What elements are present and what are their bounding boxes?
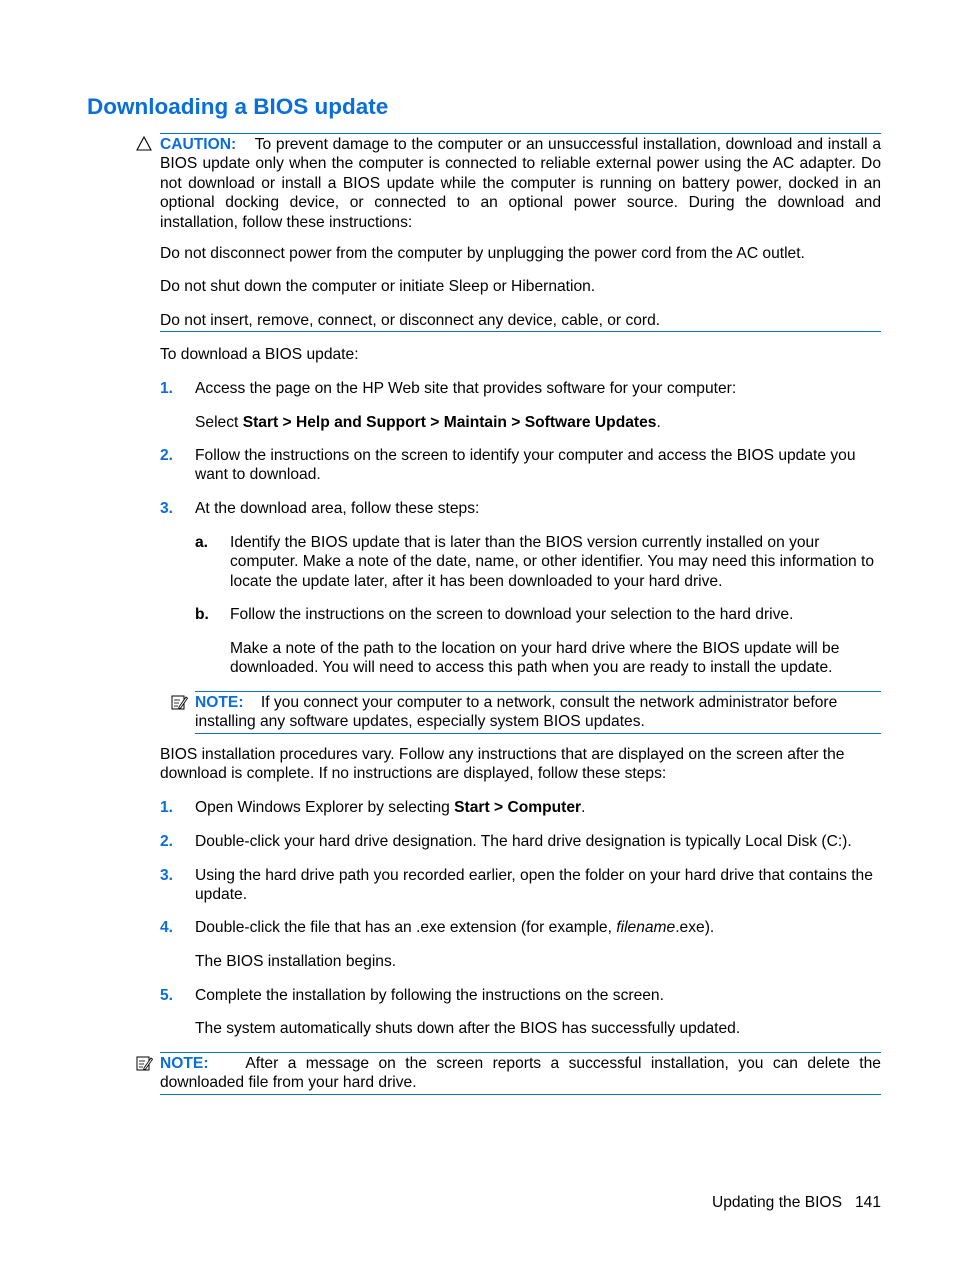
caution-triangle-icon xyxy=(136,136,152,151)
install-step4-number: 4. xyxy=(160,919,174,936)
note-icon xyxy=(136,1055,153,1072)
substep-a-text: Identify the BIOS update that is later than the BIOS version currently installed on your computer. Make a note of the date, name, or other identifier. You may need this information to locate the update later, after it has been downloaded to your hard drive. xyxy=(230,534,875,590)
step2-number: 2. xyxy=(160,447,174,464)
install-step3-number: 3. xyxy=(160,867,174,884)
select-path: Start > Help and Support > Maintain > Software Updates xyxy=(242,414,657,431)
page-title: Downloading a BIOS update xyxy=(87,94,389,119)
substep-b-letter: b. xyxy=(195,606,209,623)
install-step3-text: Using the hard drive path you recorded earlier, open the folder on your hard drive that contains the update. xyxy=(195,867,873,904)
step1-number: 1. xyxy=(160,380,174,397)
step3-number: 3. xyxy=(160,500,174,517)
install-step1-number: 1. xyxy=(160,799,174,816)
substep-a-letter: a. xyxy=(195,534,209,551)
substep-b-text: Follow the instructions on the screen to download your selection to the hard drive. xyxy=(230,606,794,623)
step3-text: At the download area, follow these steps: xyxy=(195,500,480,517)
install-step2-text: Double-click your hard drive designation. The hard drive designation is typically Local Disk (C:). xyxy=(195,833,852,850)
note2-text: NOTE: After a message on the screen reports a successful installation, you can delete the downloaded file from your hard drive. xyxy=(160,1055,881,1092)
caution-p3-wrap xyxy=(160,311,881,332)
note-icon xyxy=(171,694,188,711)
footer-section: Updating the BIOS xyxy=(711,1194,842,1211)
install-step4-text: Double-click the file that has an .exe extension (for example, filename.exe). xyxy=(195,919,715,936)
page-number: 141 xyxy=(854,1194,881,1211)
substep-b-note: Make a note of the path to the location on your hard drive where the BIOS update will be downloaded. You will need to access this path when you are ready to install the update. xyxy=(230,640,840,677)
caution-p1: Do not disconnect power from the computer by unplugging the power cord from the AC outlet. xyxy=(160,245,805,262)
install-step1-text: Open Windows Explorer by selecting Start > Computer. xyxy=(195,799,586,816)
install-step5-text: Complete the installation by following the instructions on the screen. xyxy=(195,987,664,1004)
caution-text: CAUTION: To prevent damage to the computer or an unsuccessful installation, download and install a BIOS update only when the computer is connected to reliable external power using the AC adapter. Do not download or install a BIOS update while the computer is running on battery power, docked in an optional docking device, or connected to an optional power source. During the download and installation, follow these instructions: xyxy=(160,136,881,231)
install-intro: BIOS installation procedures vary. Follow any instructions that are displayed on the screen after the download is complete. If no instructions are displayed, follow these steps: xyxy=(160,746,845,783)
caution-p3: Do not insert, remove, connect, or disconnect any device, cable, or cord. xyxy=(160,312,661,329)
caution-block xyxy=(160,133,881,232)
note1-label: NOTE: xyxy=(195,694,244,711)
install-step5-result: The system automatically shuts down after the BIOS has successfully updated. xyxy=(195,1020,741,1037)
install-step5-number: 5. xyxy=(160,987,174,1004)
intro-text: To download a BIOS update: xyxy=(160,346,359,363)
note2-label: NOTE: xyxy=(160,1055,209,1072)
install-step2-number: 2. xyxy=(160,833,174,850)
page-footer xyxy=(712,1193,881,1212)
note1-text: NOTE: If you connect your computer to a network, consult the network administrator before installing any software updates, especially system BIOS updates. xyxy=(195,694,838,731)
note1-block xyxy=(195,691,881,734)
caution-p2: Do not shut down the computer or initiate Sleep or Hibernation. xyxy=(160,278,596,295)
step2-text: Follow the instructions on the screen to identify your computer and access the BIOS update you want to download. xyxy=(195,447,856,484)
select-line: Select Start > Help and Support > Maintain > Software Updates. xyxy=(195,414,661,431)
step1-text: Access the page on the HP Web site that provides software for your computer: xyxy=(195,380,737,397)
install-step4-result: The BIOS installation begins. xyxy=(195,953,397,970)
note2-block xyxy=(160,1052,881,1095)
caution-label: CAUTION: xyxy=(160,136,237,153)
